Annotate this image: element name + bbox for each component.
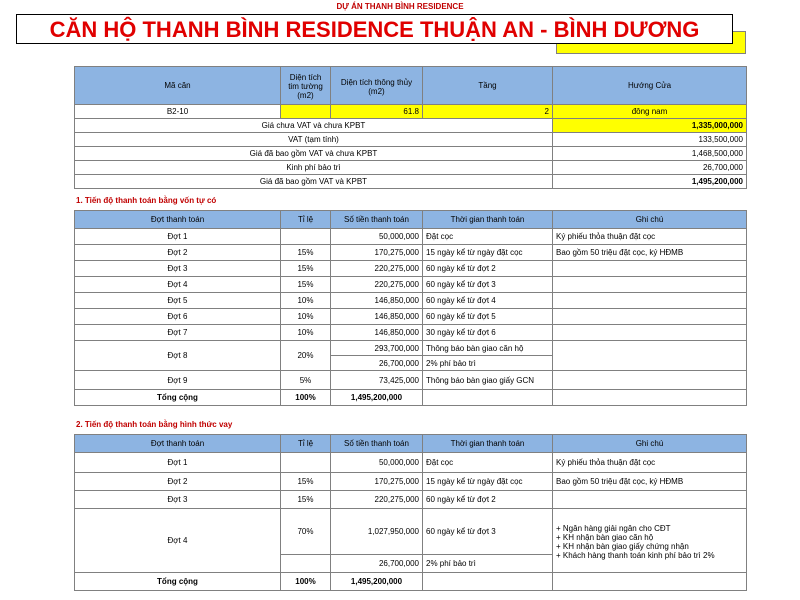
price-label: VAT (tạm tính)	[75, 133, 553, 147]
cell-note	[553, 325, 747, 341]
cell-amount: 1,027,950,000	[331, 509, 423, 555]
cell-note	[553, 341, 747, 371]
note-line: + Ngân hàng giải ngân cho CĐT	[556, 523, 671, 533]
cell-time: 60 ngày kể từ đợt 2	[423, 491, 553, 509]
price-value: 1,495,200,000	[553, 175, 747, 189]
unit-clear-area: 61.8	[331, 105, 423, 119]
cell-ratio	[281, 229, 331, 245]
cell-ratio: 20%	[281, 341, 331, 371]
cell-note	[553, 390, 747, 406]
table-row	[75, 453, 747, 473]
cell-note: Ký phiếu thỏa thuận đặt cọc	[553, 453, 747, 473]
price-value: 1,468,500,000	[553, 147, 747, 161]
cell-note	[553, 371, 747, 390]
total-label: Tổng cộng	[75, 573, 281, 591]
cell-note	[553, 491, 747, 509]
table-row	[75, 229, 747, 245]
header-wall-area: Diện tích tim tường (m2)	[281, 67, 331, 105]
cell-time: 30 ngày kể từ đợt 6	[423, 325, 553, 341]
cell-amount: 220,275,000	[331, 277, 423, 293]
note-line: + KH nhận bàn giao giấy chứng nhận	[556, 541, 689, 551]
cell-time: 15 ngày kể từ ngày đặt cọc	[423, 473, 553, 491]
cell-ratio: 5%	[281, 371, 331, 390]
price-value: 1,335,000,000	[553, 119, 747, 133]
plan2-table	[74, 434, 747, 591]
cell-phase: Đợt 6	[75, 309, 281, 325]
cell-time: 2% phí bảo trì	[423, 356, 553, 371]
page-title-banner: CĂN HỘ THANH BÌNH RESIDENCE THUẬN AN - BÌNH DƯƠNG	[16, 14, 733, 44]
cell-amount: 146,850,000	[331, 325, 423, 341]
cell-note: Bao gồm 50 triệu đặt cọc, ký HĐMB	[553, 473, 747, 491]
col-note: Ghi chú	[553, 435, 747, 453]
total-amount: 1,495,200,000	[331, 390, 423, 406]
table-row	[75, 473, 747, 491]
total-ratio: 100%	[281, 390, 331, 406]
col-ratio: Tỉ lệ	[281, 435, 331, 453]
cell-amount: 26,700,000	[331, 555, 423, 573]
cell-phase: Đợt 2	[75, 473, 281, 491]
cell-ratio: 70%	[281, 509, 331, 555]
cell-time: Thông báo bàn giao căn hộ	[423, 341, 553, 356]
cell-ratio: 15%	[281, 245, 331, 261]
cell-phase: Đợt 8	[75, 341, 281, 371]
col-phase: Đợt thanh toán	[75, 211, 281, 229]
cell-amount: 50,000,000	[331, 229, 423, 245]
cell-amount: 220,275,000	[331, 491, 423, 509]
table-row	[75, 491, 747, 509]
cell-ratio: 15%	[281, 277, 331, 293]
cell-time: Thông báo bàn giao giấy GCN	[423, 371, 553, 390]
cell-amount: 146,850,000	[331, 309, 423, 325]
cell-phase: Đợt 5	[75, 293, 281, 309]
total-row	[75, 390, 747, 406]
total-label: Tổng cộng	[75, 390, 281, 406]
cell-ratio: 10%	[281, 309, 331, 325]
cell-note: Bao gồm 50 triệu đặt cọc, ký HĐMB	[553, 245, 747, 261]
unit-price-table	[74, 66, 747, 189]
cell-time: 60 ngày kể từ đợt 4	[423, 293, 553, 309]
unit-code: B2-10	[75, 105, 281, 119]
cell-time	[423, 390, 553, 406]
cell-phase: Đợt 1	[75, 229, 281, 245]
table-row	[75, 309, 747, 325]
cell-note	[553, 277, 747, 293]
price-value: 133,500,000	[553, 133, 747, 147]
cell-note: Ký phiếu thỏa thuận đặt cọc	[553, 229, 747, 245]
cell-amount: 73,425,000	[331, 371, 423, 390]
cell-phase: Đợt 2	[75, 245, 281, 261]
total-amount: 1,495,200,000	[331, 573, 423, 591]
cell-phase: Đợt 3	[75, 261, 281, 277]
header-floor: Tầng	[423, 67, 553, 105]
total-row	[75, 573, 747, 591]
table-row	[75, 261, 747, 277]
cell-time: 60 ngày kể từ đợt 2	[423, 261, 553, 277]
header-clear-area: Diện tích thông thủy (m2)	[331, 67, 423, 105]
cell-note	[553, 309, 747, 325]
col-amount: Số tiền thanh toán	[331, 435, 423, 453]
cell-ratio: 10%	[281, 293, 331, 309]
price-label: Kinh phí bảo trì	[75, 161, 553, 175]
cell-note-list	[553, 509, 747, 573]
col-time: Thời gian thanh toán	[423, 211, 553, 229]
table-row	[75, 509, 747, 555]
cell-time	[423, 573, 553, 591]
unit-floor: 2	[423, 105, 553, 119]
cell-phase: Đợt 1	[75, 453, 281, 473]
cell-note	[553, 573, 747, 591]
project-caption: DỰ ÁN THANH BÌNH RESIDENCE	[336, 2, 464, 11]
cell-ratio: 10%	[281, 325, 331, 341]
cell-ratio	[281, 453, 331, 473]
plan1-title: 1. Tiến độ thanh toán bằng vốn tự có	[76, 196, 217, 205]
cell-amount: 26,700,000	[331, 356, 423, 371]
cell-amount: 170,275,000	[331, 245, 423, 261]
cell-amount: 170,275,000	[331, 473, 423, 491]
table-row	[75, 293, 747, 309]
table-row	[75, 371, 747, 390]
cell-ratio: 15%	[281, 491, 331, 509]
price-value: 26,700,000	[553, 161, 747, 175]
table-row	[75, 341, 747, 356]
col-amount: Số tiền thanh toán	[331, 211, 423, 229]
plan1-table	[74, 210, 747, 406]
cell-phase: Đợt 9	[75, 371, 281, 390]
col-note: Ghi chú	[553, 211, 747, 229]
cell-note	[553, 261, 747, 277]
cell-amount: 146,850,000	[331, 293, 423, 309]
table-row	[75, 325, 747, 341]
cell-time: 60 ngày kể từ đợt 3	[423, 509, 553, 555]
price-label: Giá chưa VAT và chưa KPBT	[75, 119, 553, 133]
header-code: Mã căn	[75, 67, 281, 105]
cell-amount: 220,275,000	[331, 261, 423, 277]
cell-time: Đặt cọc	[423, 453, 553, 473]
cell-note	[553, 293, 747, 309]
cell-ratio: 15%	[281, 473, 331, 491]
cell-time: 2% phí bảo trì	[423, 555, 553, 573]
cell-time: 60 ngày kể từ đợt 5	[423, 309, 553, 325]
col-time: Thời gian thanh toán	[423, 435, 553, 453]
cell-amount: 293,700,000	[331, 341, 423, 356]
unit-wall-area	[281, 105, 331, 119]
plan2-title: 2. Tiến độ thanh toán bằng hình thức vay	[76, 420, 233, 429]
cell-time: 15 ngày kể từ ngày đặt cọc	[423, 245, 553, 261]
col-phase: Đợt thanh toán	[75, 435, 281, 453]
note-line: + KH nhận bàn giao căn hộ	[556, 532, 654, 542]
price-label: Giá đã bao gồm VAT và KPBT	[75, 175, 553, 189]
note-line: + Khách hàng thanh toán kinh phí bảo trì 2%	[556, 550, 715, 560]
table-row	[75, 245, 747, 261]
cell-time: Đặt cọc	[423, 229, 553, 245]
cell-phase: Đợt 7	[75, 325, 281, 341]
cell-phase: Đợt 4	[75, 509, 281, 573]
cell-ratio	[281, 555, 331, 573]
col-ratio: Tỉ lệ	[281, 211, 331, 229]
cell-amount: 50,000,000	[331, 453, 423, 473]
price-label: Giá đã bao gồm VAT và chưa KPBT	[75, 147, 553, 161]
table-row	[75, 277, 747, 293]
cell-time: 60 ngày kể từ đợt 3	[423, 277, 553, 293]
cell-phase: Đợt 4	[75, 277, 281, 293]
header-door: Hướng Cửa	[553, 67, 747, 105]
unit-door: đông nam	[553, 105, 747, 119]
total-ratio: 100%	[281, 573, 331, 591]
cell-ratio: 15%	[281, 261, 331, 277]
cell-phase: Đợt 3	[75, 491, 281, 509]
